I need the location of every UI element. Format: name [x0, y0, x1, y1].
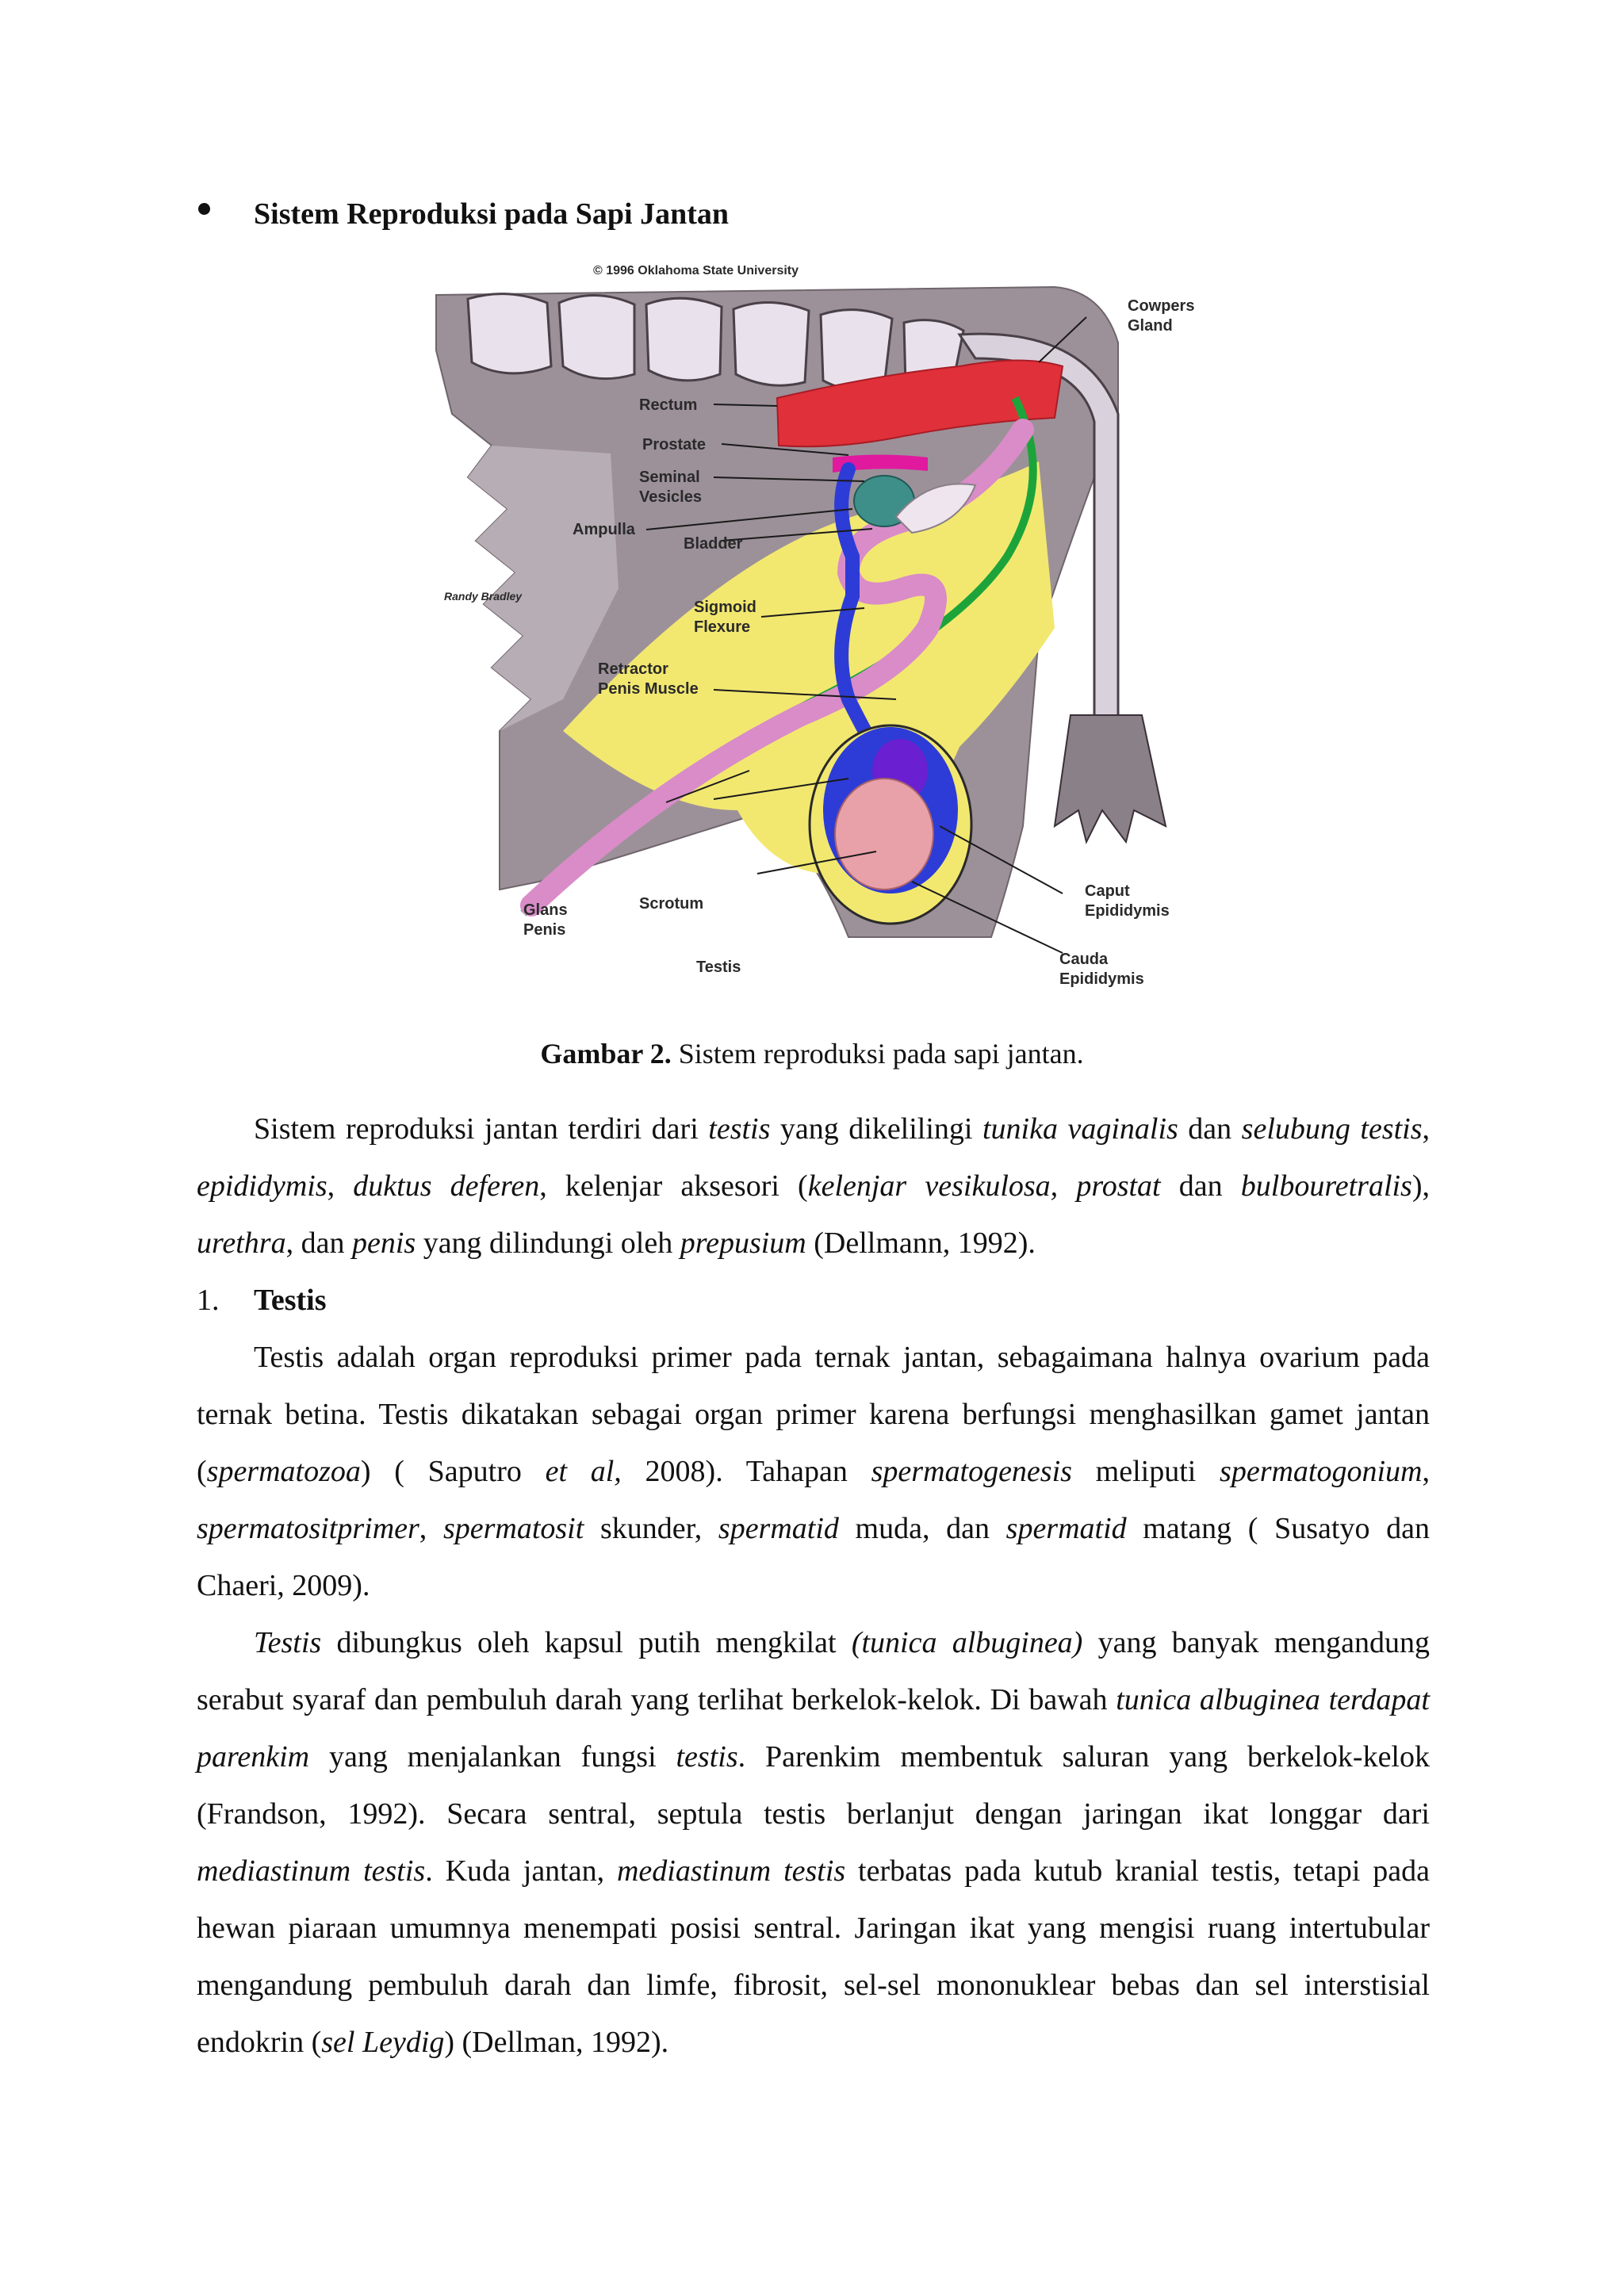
label-bladder: Bladder — [684, 535, 743, 553]
label-cowpers-1: Cowpers — [1128, 297, 1195, 315]
numbered-heading-testis — [197, 1272, 1430, 1329]
label-ampulla: Ampulla — [573, 521, 635, 538]
label-cowpers-2: Gland — [1128, 317, 1173, 335]
label-scrotum: Scrotum — [639, 895, 704, 913]
label-testis: Testis — [696, 959, 741, 976]
label-retractor-1: Retractor — [598, 660, 668, 678]
caption-label: Gambar 2. — [540, 1038, 672, 1070]
label-sigmoid-2: Flexure — [694, 618, 751, 636]
label-seminal-1: Seminal — [639, 469, 700, 486]
section-title: Sistem Reproduksi pada Sapi Jantan — [254, 197, 730, 231]
label-caput-1: Caput — [1085, 882, 1130, 900]
label-rectum: Rectum — [639, 396, 698, 414]
label-glans-2: Penis — [523, 921, 566, 939]
body-text — [197, 1100, 1430, 2071]
reproductive-system-figure — [404, 255, 1218, 1036]
label-cauda-2: Epididymis — [1059, 970, 1144, 988]
paragraph-1: Sistem reproduksi jantan terdiri dari testis yang dikelilingi tunika vaginalis dan selubung testis, epididymis, duktus deferen, kelenjar aksesori (kelenjar vesikulosa, prostat dan bulbouretralis), urethra, dan penis yang dilindungi oleh prepusium (Dellmann, 1992). — [197, 1112, 1431, 1260]
label-cauda-1: Cauda — [1059, 951, 1109, 968]
heading-number: 1. — [197, 1284, 220, 1317]
testis-organ — [835, 779, 933, 890]
figure-caption — [0, 1037, 1624, 1070]
anatomy-diagram — [404, 255, 1218, 1036]
heading-title: Testis — [254, 1284, 327, 1317]
caption-text: Sistem reproduksi pada sapi jantan. — [671, 1038, 1084, 1070]
bullet-icon — [198, 203, 210, 215]
figure-copyright: © 1996 Oklahoma State University — [593, 264, 799, 277]
tail-switch — [1055, 715, 1166, 842]
paragraph-2: Testis adalah organ reproduksi primer pada ternak jantan, sebagaimana halnya ovarium pada ternak betina. Testis dikatakan sebagai organ primer karena berfungsi menghasilkan gamet jantan (spermatozoa) ( Saputro et al, 2008). Tahapan spermatogenesis meliputi spermatogonium, spermatositprimer, spermatosit skunder, spermatid muda, dan spermatid matang ( Susatyo dan Chaeri, 2009). — [197, 1341, 1430, 1602]
label-seminal-2: Vesicles — [639, 488, 702, 506]
figure-signature: Randy Bradley — [444, 590, 523, 603]
label-caput-2: Epididymis — [1085, 902, 1170, 920]
label-prostate: Prostate — [642, 436, 707, 453]
label-glans-1: Glans — [523, 901, 568, 919]
label-retractor-2: Penis Muscle — [598, 680, 699, 698]
paragraph-3: Testis dibungkus oleh kapsul putih mengkilat (tunica albuginea) yang banyak mengandung serabut syaraf dan pembuluh darah yang terlihat berkelok-kelok. Di bawah tunica albuginea terdapat parenkim yang menjalankan fungsi testis. Parenkim membentuk saluran yang berkelok-kelok (Frandson, 1992). Secara sentral, septula testis berlanjut dengan jaringan ikat longgar dari mediastinum testis. Kuda jantan, mediastinum testis terbatas pada kutub kranial testis, tetapi pada hewan piaraan umumnya menempati posisi sentral. Jaringan ikat yang mengisi ruang intertubular mengandung pembuluh darah dan limfe, fibrosit, sel-sel mononuklear bebas dan sel interstisial endokrin (sel Leydig) (Dellman, 1992). — [197, 1626, 1431, 2059]
label-sigmoid-1: Sigmoid — [694, 599, 756, 616]
